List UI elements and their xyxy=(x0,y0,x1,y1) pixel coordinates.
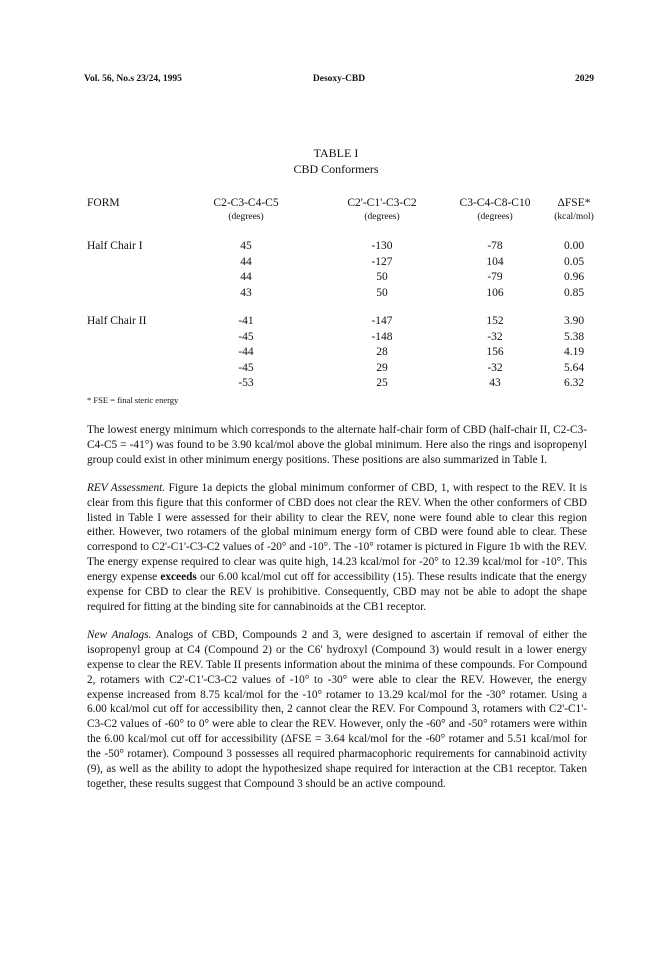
table-cell: -127 xyxy=(371,255,393,268)
column-header-delta-fse: ΔFSE* xyxy=(557,197,591,209)
body-text xyxy=(87,423,587,805)
table-title: TABLE I xyxy=(313,146,359,160)
table-cell: -147 xyxy=(371,315,393,327)
column-header-c2p-c1p-c3-c2: C2'-C1'-C3-C2 xyxy=(347,197,417,209)
paragraph-new-analogs xyxy=(87,628,587,792)
paragraph-rev-assessment xyxy=(87,481,587,615)
table-cell: 50 xyxy=(376,286,388,299)
table-cell: 6.32 xyxy=(563,377,585,390)
table-footnote: * FSE = final steric energy xyxy=(87,395,179,405)
column-header-c3-c4-c8-c10: C3-C4-C8-C10 xyxy=(459,197,531,209)
table-cell: 45 xyxy=(240,240,252,252)
table-cell: -130 xyxy=(371,240,393,252)
table-cell: 5.64 xyxy=(563,361,585,374)
column-header-c2-c3-c4-c5: C2-C3-C4-C5 xyxy=(213,197,279,209)
table-cell: 0.00 xyxy=(563,240,585,252)
table-cell: 5.38 xyxy=(563,330,585,343)
column-unit: (degrees) xyxy=(228,212,264,222)
table-cell: -44 xyxy=(238,346,254,359)
column-unit: (degrees) xyxy=(364,212,400,222)
table-cell: 0.85 xyxy=(563,286,585,299)
table-cell: 43 xyxy=(240,286,252,299)
table-cell: 106 xyxy=(486,286,504,299)
table-cell: 152 xyxy=(486,315,504,327)
table-cell: 28 xyxy=(376,346,388,359)
table-cell: 44 xyxy=(240,255,252,268)
running-title: Desoxy-CBD xyxy=(312,74,366,84)
table-cell: -45 xyxy=(238,330,254,343)
section-lead-in: New Analogs. xyxy=(87,628,152,641)
paragraph-half-chair xyxy=(87,423,587,468)
table-cell: -32 xyxy=(487,361,503,374)
paragraph-text: our 6.00 kcal/mol cut off for accessibility (15). These results indicate that the energy expense for CBD to clear the REV is prohibitive. Consequently, CBD may not be able to adopt the shape required for fitting at the binding site for cannabinoids at the CB1 receptor. xyxy=(87,571,587,613)
table-cell: -79 xyxy=(487,271,503,284)
page-number: 2029 xyxy=(575,74,594,84)
table-cell: 50 xyxy=(376,271,388,284)
column-unit: (kcal/mol) xyxy=(554,212,594,222)
table-cell: -78 xyxy=(487,240,503,252)
paragraph-text: Figure 1a depicts the global minimum conformer of CBD, 1, with respect to the REV. It is clear from this figure that this conformer of CBD does not clear the REV. When the other conformers of CBD listed in Table I were assessed for their ability to clear the REV, none were found able to clear this region either. However, two rotamers of the global minimum energy form of CBD were found able to clear. These correspond to C2'-C1'-C3-C2 values of -20° and -10°. The -10° rotamer is pictured in Figure 1b with the REV. The energy expense required to clear was quite high, 14.23 kcal/mol for -20° to 12.39 kcal/mol for -10°. This energy expense xyxy=(87,481,587,584)
section-lead-in: REV Assessment. xyxy=(87,481,166,494)
column-header-form: FORM xyxy=(87,197,120,209)
form-label: Half Chair II xyxy=(87,315,147,327)
table-cell: -148 xyxy=(371,330,393,343)
journal-volume: Vol. 56, No.s 23/24, 1995 xyxy=(84,74,182,84)
table-cell: 29 xyxy=(376,361,388,374)
table-cell: -45 xyxy=(238,361,254,374)
table-cell: -41 xyxy=(238,315,254,327)
table-cell: 25 xyxy=(376,377,388,390)
table-cell: 104 xyxy=(486,255,504,268)
emphasis-text: exceeds xyxy=(160,571,197,584)
paragraph-text: The lowest energy minimum which corresponds to the alternate half-chair form of CBD (half-chair II, C2-C3-C4-C5 = -41°) was found to be 3.90 kcal/mol above the global minimum. Here also the rings and isopropenyl group could exist in other minimum energy positions. These positions are also summarized in Table I. xyxy=(87,424,587,466)
table-cell: 0.96 xyxy=(563,271,585,284)
table-cell: 156 xyxy=(486,346,504,359)
table-cell: 4.19 xyxy=(563,346,585,359)
table-subtitle: CBD Conformers xyxy=(293,162,379,176)
table-cell: 44 xyxy=(240,271,252,284)
table-cell: -32 xyxy=(487,330,503,343)
column-unit: (degrees) xyxy=(477,212,513,222)
table-cell: 43 xyxy=(489,377,501,390)
table-cell: 0.05 xyxy=(563,255,585,268)
paragraph-text: Analogs of CBD, Compounds 2 and 3, were designed to ascertain if removal of either the isopropenyl group at C4 (Compound 2) or the C6' hydroxyl (Compound 3) would result in a lower energy expense to clear the REV. Table II presents information about the minima of these compounds. For Compound 2, rotamers with C2'-C1'-C3-C2 values of -10° to -30° were able to clear the REV. However, the energy expense increased from 8.75 kcal/mol for the -10° rotamer to 13.29 kcal/mol for the -30° rotamer. Using a 6.00 kcal/mol cut off for accessibility then, 2 cannot clear the REV. For Compound 3, rotamers with C2'-C1'-C3-C2 values of -60° to 0° were able to clear the REV. However, only the -60° and -50° rotamers were within the 6.00 kcal/mol cut off for accessibility (ΔFSE = 3.64 kcal/mol for the -60° rotamer and 5.51 kcal/mol for the -50° rotamer). Compound 3 possesses all required pharmacophoric requirements for cannabinoid activity (9), as well as the ability to adopt the hypothesized shape required for interaction at the CB1 receptor. Taken together, these results suggest that Compound 3 should be an active compound. xyxy=(87,628,587,790)
form-label: Half Chair I xyxy=(87,240,143,252)
conformer-table xyxy=(0,0,672,420)
table-cell: 3.90 xyxy=(563,315,585,327)
table-cell: -53 xyxy=(238,377,254,390)
